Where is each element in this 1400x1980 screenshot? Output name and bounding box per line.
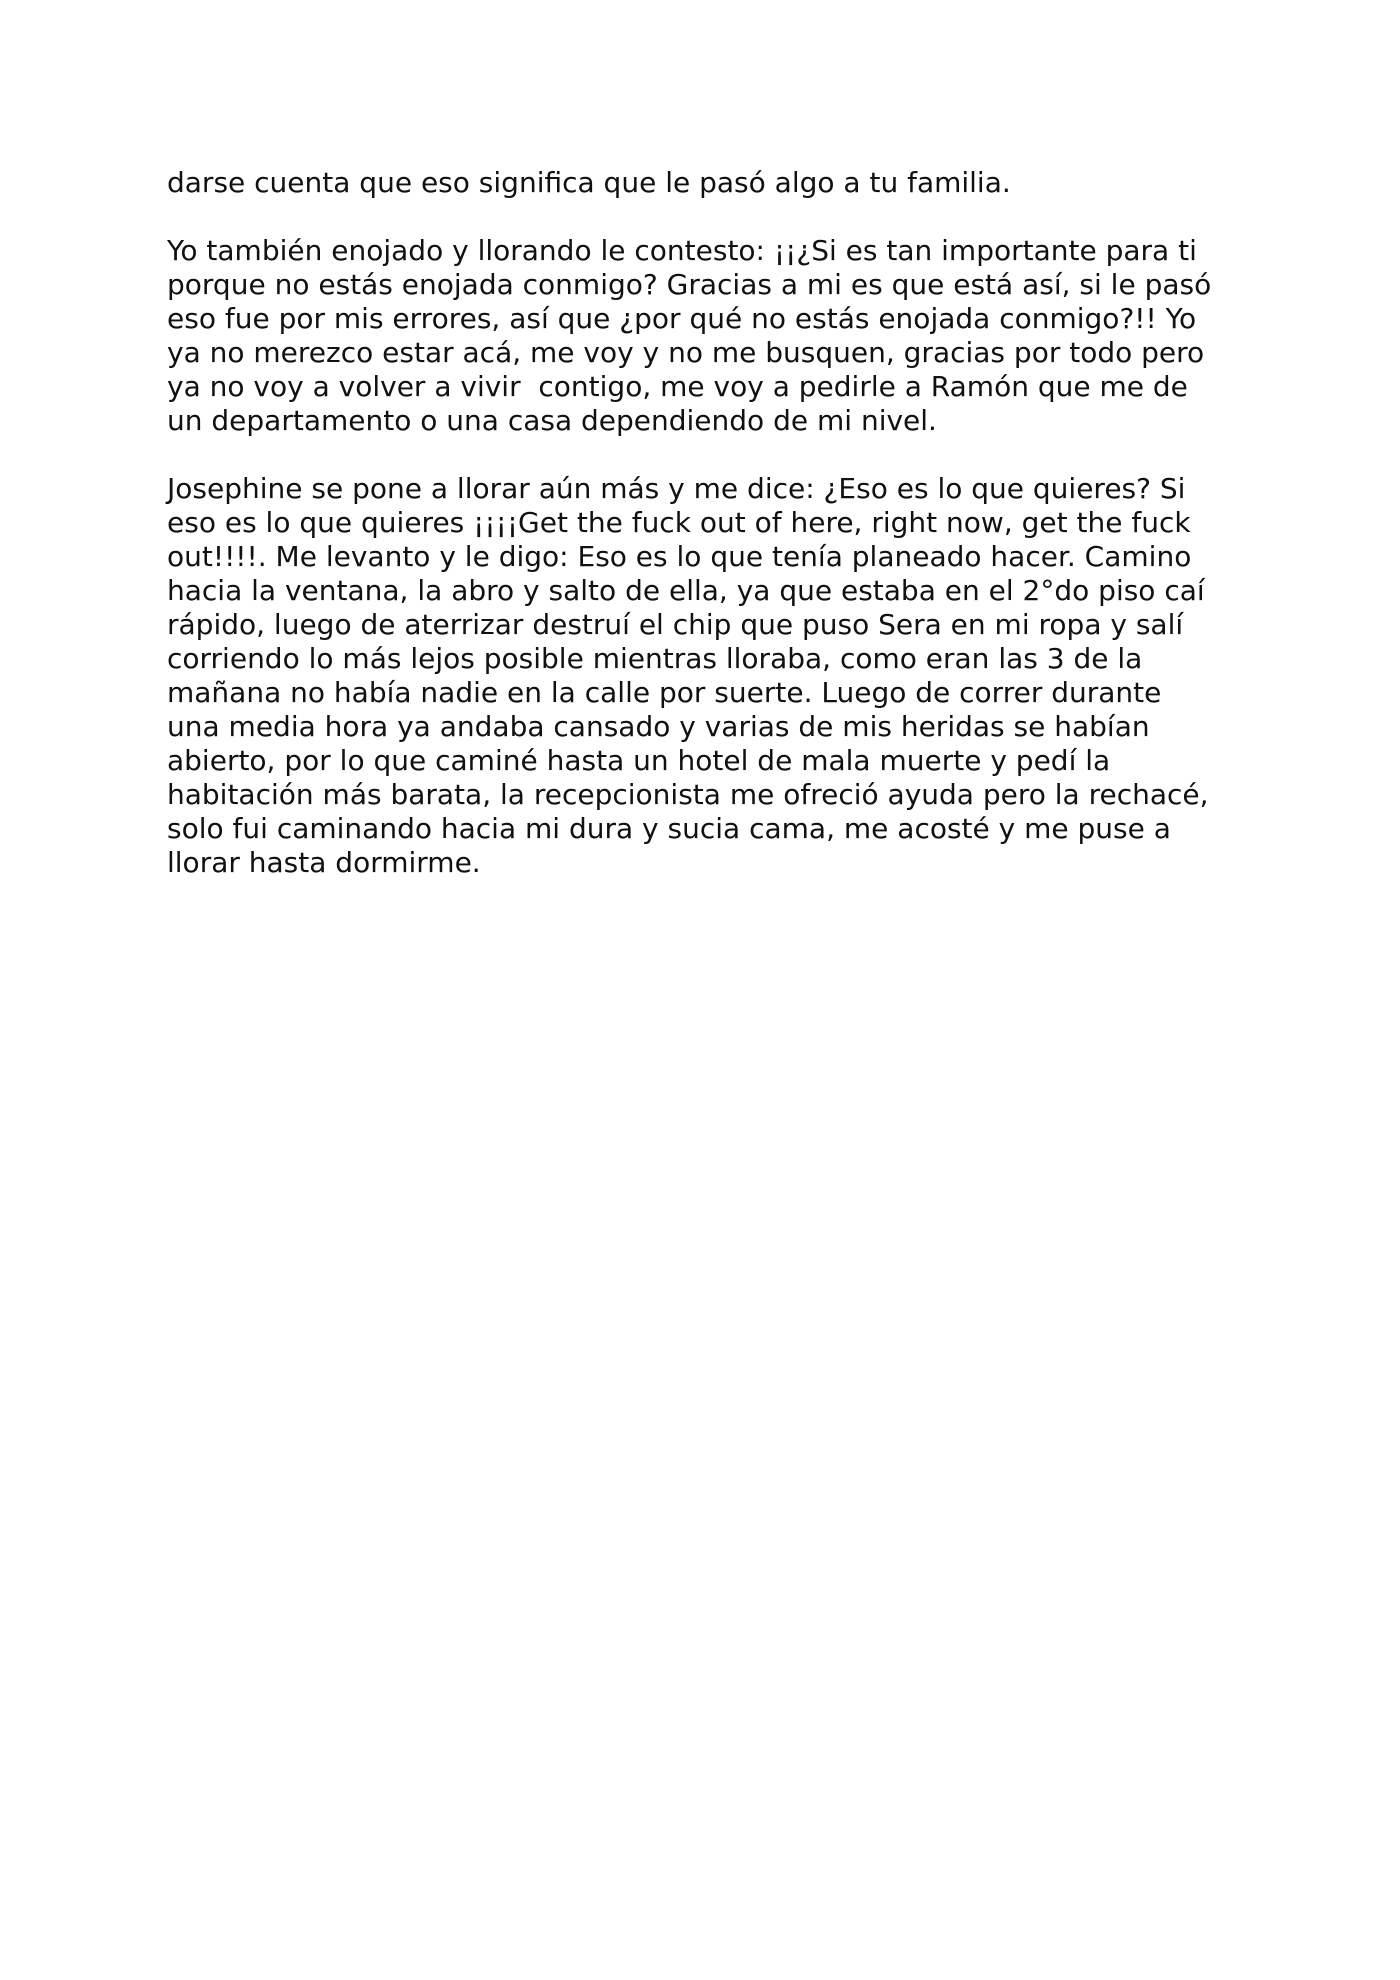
text-line: corriendo lo más lejos posible mientras lloraba, como eran las 3 de la bbox=[167, 642, 1143, 675]
text-line: darse cuenta que eso significa que le pasó algo a tu familia. bbox=[167, 166, 1011, 199]
text-line: porque no estás enojada conmigo? Gracias a mi es que está así, si le pasó bbox=[167, 268, 1212, 301]
paragraph-1 bbox=[167, 166, 1237, 200]
text-line: eso es lo que quieres ¡¡¡¡Get the fuck out of here, right now, get the fuck bbox=[167, 506, 1191, 539]
text-line: Yo también enojado y llorando le contesto: ¡¡¿Si es tan importante para ti bbox=[167, 234, 1197, 267]
text-line: hacia la ventana, la abro y salto de ella, ya que estaba en el 2°do piso caí bbox=[167, 574, 1205, 607]
text-line: abierto, por lo que caminé hasta un hotel de mala muerte y pedí la bbox=[167, 744, 1111, 777]
text-line: mañana no había nadie en la calle por suerte. Luego de correr durante bbox=[167, 676, 1162, 709]
text-line: Josephine se pone a llorar aún más y me dice: ¿Eso es lo que quieres? Si bbox=[167, 472, 1186, 505]
text-line: out!!!!. Me levanto y le digo: Eso es lo que tenía planeado hacer. Camino bbox=[167, 540, 1192, 573]
text-line: habitación más barata, la recepcionista me ofreció ayuda pero la rechacé, bbox=[167, 778, 1209, 811]
text-line: solo fui caminando hacia mi dura y sucia cama, me acosté y me puse a bbox=[167, 812, 1171, 845]
text-line: una media hora ya andaba cansado y varias de mis heridas se habían bbox=[167, 710, 1150, 743]
text-line: ya no voy a volver a vivir contigo, me voy a pedirle a Ramón que me de bbox=[167, 370, 1188, 403]
text-line: un departamento o una casa dependiendo de mi nivel. bbox=[167, 404, 937, 437]
paragraph-2 bbox=[167, 234, 1237, 438]
text-line: eso fue por mis errores, así que ¿por qué no estás enojada conmigo?!! Yo bbox=[167, 302, 1197, 335]
text-line: llorar hasta dormirme. bbox=[167, 846, 481, 879]
body-text bbox=[167, 166, 1237, 914]
text-line: rápido, luego de aterrizar destruí el chip que puso Sera en mi ropa y salí bbox=[167, 608, 1184, 641]
text-line: ya no merezco estar acá, me voy y no me busquen, gracias por todo pero bbox=[167, 336, 1205, 369]
paragraph-3 bbox=[167, 472, 1237, 880]
